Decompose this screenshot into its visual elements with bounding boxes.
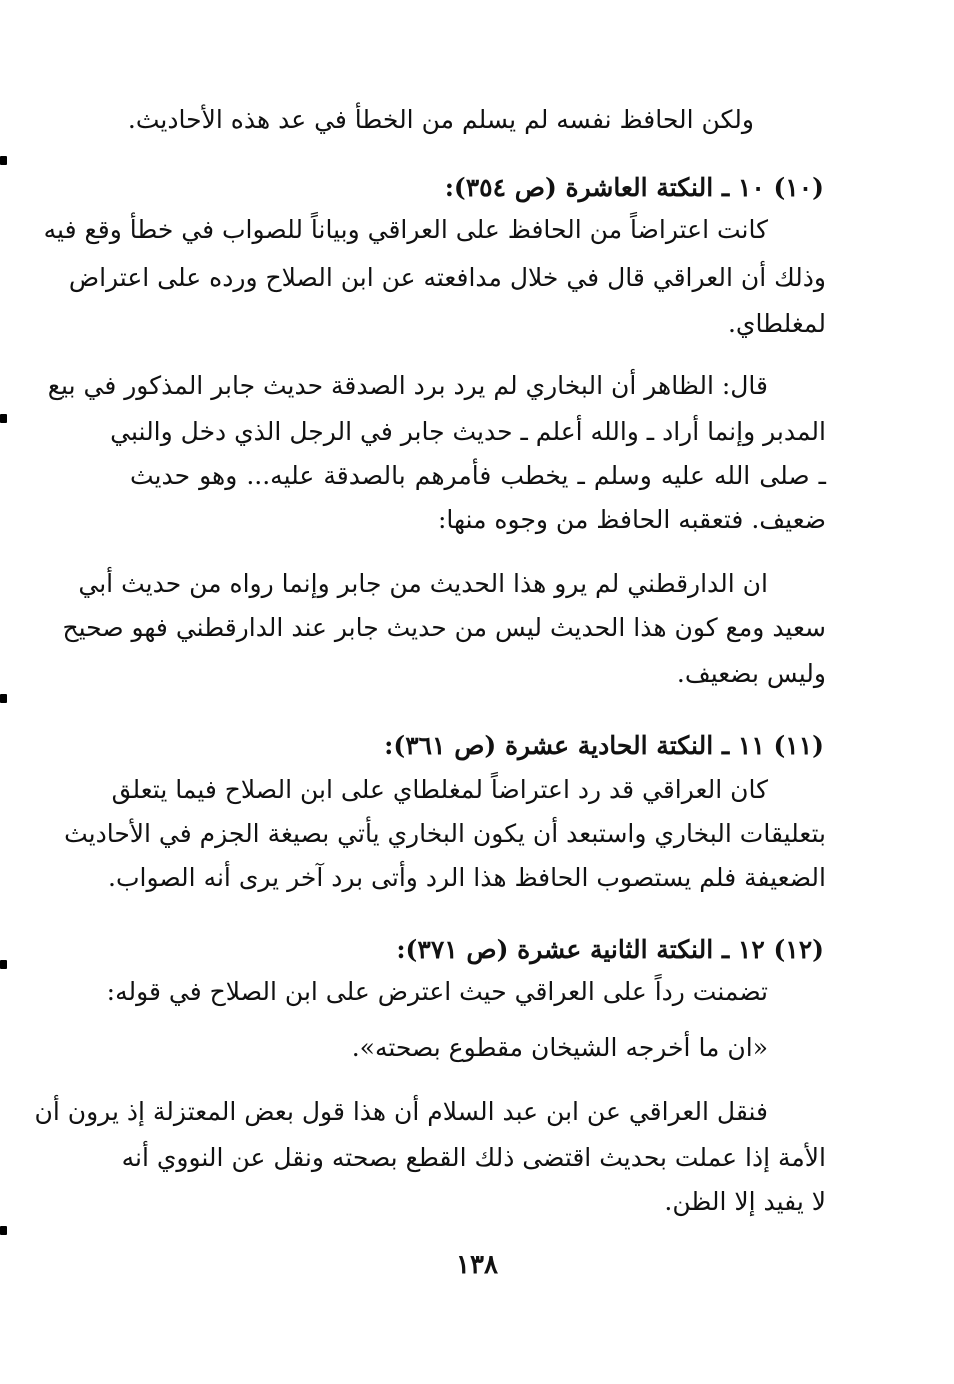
scan-mark	[0, 414, 7, 423]
paragraph-12-line-1: تضمنت رداً على العراقي حيث اعترض على ابن الصلاح في قوله:	[106, 977, 768, 1006]
scan-mark	[0, 960, 7, 969]
quote-line-1: قال: الظاهر أن البخاري لم يرد برد الصدقة حديث جابر المذكور في بيع	[47, 371, 768, 400]
paragraph-11-line-1: كان العراقي قد رد اعتراضاً لمغلطاي على ابن الصلاح فيما يتعلق	[111, 775, 768, 804]
scan-mark	[0, 1226, 7, 1235]
response-line-1: ان الدارقطني لم يرو هذا الحديث من جابر وإنما رواه من حديث أبي	[78, 569, 768, 598]
intro-line: ولكن الحافظ نفسه لم يسلم من الخطأ في عد هذه الأحاديث.	[127, 105, 754, 134]
closing-line-1: فنقل العراقي عن ابن عبد السلام أن هذا قول بعض المعتزلة إذ يرون أن	[34, 1097, 768, 1126]
paragraph-12-quote: «ان ما أخرجه الشيخان مقطوع بصحته».	[351, 1033, 768, 1062]
response-line-3: وليس بضعيف.	[676, 659, 826, 688]
scan-mark	[0, 156, 7, 165]
paragraph-10-line-2: وذلك أن العراقي قال في خلال مدافعته عن ابن الصلاح ورده على اعتراض	[68, 263, 826, 292]
scan-mark	[0, 694, 7, 703]
section-heading-12: (١٢) ١٢ ـ النكتة الثانية عشرة (ص ٣٧١):	[396, 935, 824, 964]
paragraph-11-line-2: بتعليقات البخاري واستبعد أن يكون البخاري يأتي بصيغة الجزم في الأحاديث	[64, 819, 826, 848]
paragraph-10-line-1: كانت اعتراضاً من الحافظ على العراقي وبياناً للصواب في خطأ وقع فيه	[43, 215, 768, 244]
paragraph-11-line-3: الضعيفة فلم يستصوب الحافظ هذا الرد وأتى برد آخر يرى أنه الصواب.	[108, 863, 826, 892]
response-line-2: سعيد ومع كون هذا الحديث ليس من حديث جابر عند الدارقطني فهو صحيح	[62, 613, 826, 642]
paragraph-10-line-3: لمغلطاي.	[727, 309, 826, 338]
closing-line-3: لا يفيد إلا الظن.	[664, 1187, 826, 1216]
closing-line-2: الأمة إذا عملت بحديث اقتضى ذلك القطع بصحته ونقل عن النووي أنه	[121, 1143, 826, 1172]
section-heading-10: (١٠) ١٠ ـ النكتة العاشرة (ص ٣٥٤):	[444, 173, 824, 202]
quote-line-2: المدبر وإنما أراد ـ والله أعلم ـ حديث جابر في الرجل الذي دخل والنبي	[110, 417, 826, 446]
page-number: ١٣٨	[456, 1250, 498, 1280]
quote-line-3: ـ صلى الله عليه وسلم ـ يخطب فأمرهم بالصدقة عليه... وهو حديث	[130, 461, 826, 490]
section-heading-11: (١١) ١١ ـ النكتة الحادية عشرة (ص ٣٦١):	[384, 731, 824, 760]
quote-line-4: ضعيف. فتعقبه الحافظ من وجوه منها:	[437, 505, 826, 534]
